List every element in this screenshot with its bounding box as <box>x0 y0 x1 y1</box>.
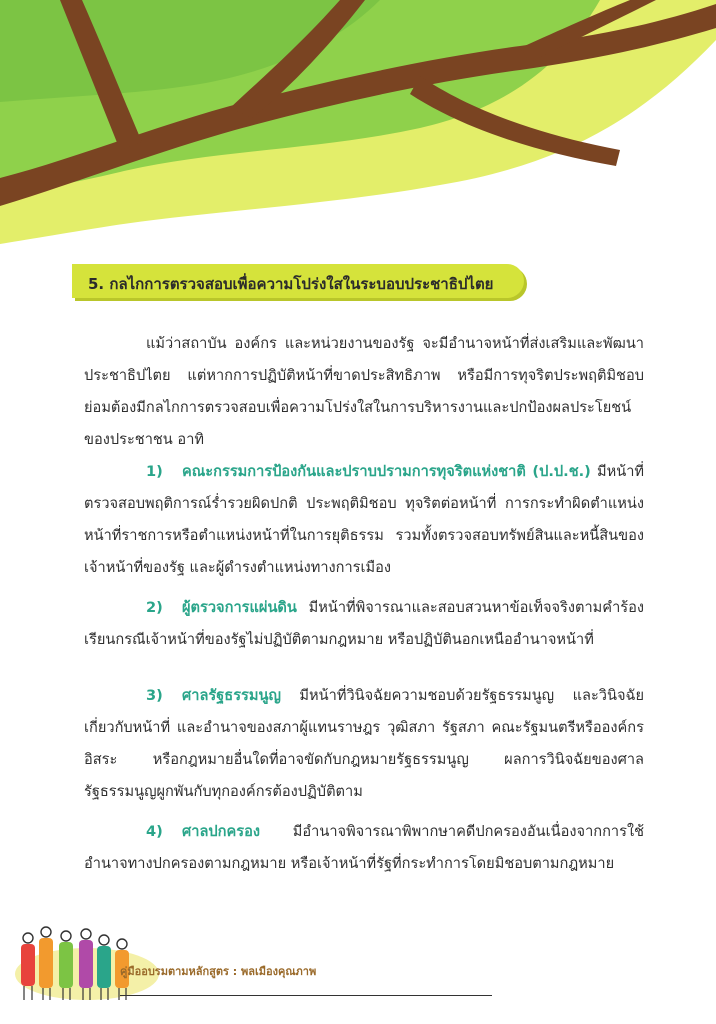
item-number: 1) <box>146 463 163 480</box>
list-item <box>84 680 644 808</box>
intro-text: แม้ว่าสถาบัน องค์กร และหน่วยงานของรัฐ จะมีอำนาจหน้าที่ส่งเสริมและพัฒนาประชาธิปไตย แต่หากการปฏิบัติหน้าที่ขาดประสิทธิภาพ หรือมีการทุจริตประพฤติมิชอบ ย่อมต้องมีกลไกการตรวจสอบเพื่อความโปร่งใสในการบริหารงานและปกป้องผลประโยชน์ของประชาชน อาทิ <box>84 335 644 448</box>
item-text: มีหน้าที่พิจารณาและสอบสวนหาข้อเท็จจริงตามคำร้องเรียนกรณีเจ้าหน้าที่ของรัฐไม่ปฏิบัติตามกฎหมาย หรือปฏิบัตินอกเหนืออำนาจหน้าที่ <box>84 599 644 648</box>
item-title: ศาลปกครอง <box>182 823 260 840</box>
item-title: คณะกรรมการป้องกันและปราบปรามการทุจริตแห่งชาติ (ป.ป.ช.) <box>182 463 591 480</box>
tree-branch-illustration <box>0 0 716 250</box>
item-number: 4) <box>146 823 163 840</box>
footer-title: คู่มืออบรมตามหลักสูตร : พลเมืองคุณภาพ <box>120 965 317 978</box>
list-item <box>84 592 644 656</box>
section-heading: 5. กลไกการตรวจสอบเพื่อความโปร่งใสในระบอบประชาธิปไตย <box>88 275 494 293</box>
people-group-illustration <box>12 914 162 1004</box>
item-number: 3) <box>146 687 163 704</box>
item-title: ศาลรัฐธรรมนูญ <box>182 687 281 704</box>
item-text: มีหน้าที่ตรวจสอบพฤติการณ์ร่ำรวยผิดปกติ ประพฤติมิชอบ ทุจริตต่อหน้าที่ การกระทำผิดตำแหน่งหน้าที่ราชการหรือตำแหน่งหน้าที่ในการยุติธรรม รวมทั้งตรวจสอบทรัพย์สินและหนี้สินของเจ้าหน้าที่ของรัฐ และผู้ดำรงตำแหน่งทางการเมือง <box>84 463 645 576</box>
list-item <box>84 816 644 880</box>
intro-paragraph <box>84 328 644 456</box>
list-item <box>84 456 644 584</box>
item-text: มีอำนาจพิจารณาพิพากษาคดีปกครองอันเนื่องจากการใช้อำนาจทางปกครองตามกฎหมาย หรือเจ้าหน้าที่รัฐที่กระทำการโดยมิชอบตามกฎหมาย <box>84 823 644 872</box>
item-title: ผู้ตรวจการแผ่นดิน <box>182 599 297 616</box>
footer-divider <box>120 995 492 996</box>
item-text: มีหน้าที่วินิจฉัยความชอบด้วยรัฐธรรมนูญ และวินิจฉัยเกี่ยวกับหน้าที่ และอำนาจของสภาผู้แทนราษฎร วุฒิสภา รัฐสภา คณะรัฐมนตรีหรือองค์กรอิสระ หรือกฎหมายอื่นใดที่อาจขัดกับกฎหมายรัฐธรรมนูญ ผลการวินิจฉัยของศาลรัฐธรรมนูญผูกพันกับทุกองค์กรต้องปฏิบัติตาม <box>84 687 644 800</box>
item-number: 2) <box>146 599 163 616</box>
